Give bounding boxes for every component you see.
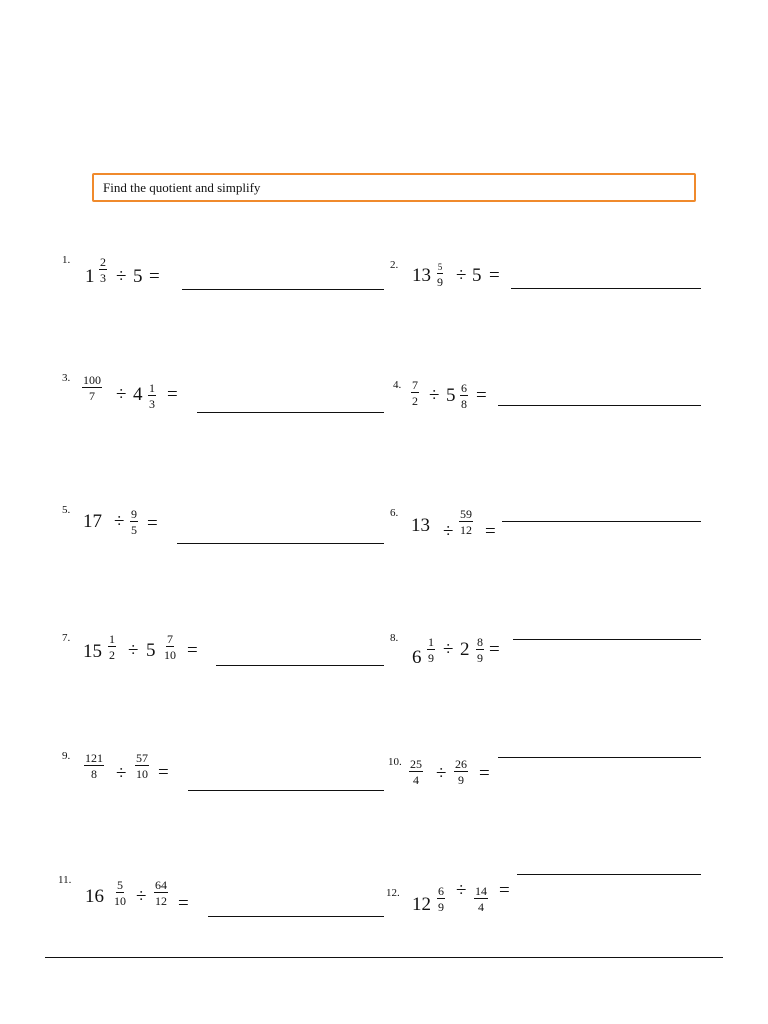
fraction [460, 382, 468, 410]
fraction [411, 379, 419, 407]
instruction-box [92, 173, 696, 202]
whole-number: 1 [85, 266, 95, 287]
denominator: 2 [109, 648, 115, 662]
answer-line[interactable] [498, 405, 701, 406]
divide-sign: ÷ [136, 886, 147, 907]
fraction [154, 879, 168, 907]
numerator: 26 [455, 757, 467, 771]
denominator: 3 [100, 271, 106, 285]
answer-line[interactable] [182, 289, 384, 290]
problem-number: 2. [390, 259, 399, 271]
equals-sign: = [479, 763, 490, 784]
answer-line[interactable] [177, 543, 384, 544]
problem-number: 11. [58, 874, 72, 886]
fraction [99, 256, 107, 284]
whole-number: 15 [83, 641, 102, 662]
whole-number: 13 [412, 265, 431, 286]
numerator: 64 [155, 878, 167, 892]
whole-number: 17 [83, 511, 102, 532]
denominator: 9 [428, 651, 434, 665]
answer-line[interactable] [517, 874, 701, 875]
fraction [436, 263, 444, 288]
problem-number: 12. [386, 887, 400, 899]
numerator: 57 [136, 751, 148, 765]
whole-number: 6 [412, 647, 422, 668]
answer-line[interactable] [188, 790, 384, 791]
numerator: 7 [167, 632, 173, 646]
fraction [130, 508, 138, 536]
equals-sign: = [489, 639, 500, 660]
denominator: 12 [460, 523, 472, 537]
denominator: 10 [136, 767, 148, 781]
fraction [427, 636, 435, 664]
equals-sign: = [187, 640, 198, 661]
fraction [135, 752, 149, 780]
problem-number: 10. [388, 756, 402, 768]
denominator: 3 [149, 397, 155, 411]
whole-number: 5 [446, 385, 456, 406]
problem-number: 3. [62, 372, 71, 384]
fraction [474, 885, 488, 913]
problem-number: 1. [62, 254, 71, 266]
equals-sign: = [499, 880, 510, 901]
numerator: 6 [438, 884, 444, 898]
whole-number: 5 [472, 265, 482, 286]
divide-sign: ÷ [456, 880, 467, 901]
numerator: 1 [428, 635, 434, 649]
numerator: 6 [461, 381, 467, 395]
denominator: 8 [91, 767, 97, 781]
numerator: 5 [437, 262, 443, 272]
fraction [163, 633, 177, 661]
instruction-text: Find the quotient and simplify [103, 180, 261, 195]
denominator: 10 [114, 894, 126, 908]
divide-sign: ÷ [436, 763, 447, 784]
problem-number: 9. [62, 750, 71, 762]
whole-number: 16 [85, 886, 104, 907]
numerator: 5 [117, 878, 123, 892]
divide-sign: ÷ [128, 640, 139, 661]
problem-number: 6. [390, 507, 399, 519]
divide-sign: ÷ [443, 521, 454, 542]
footer-rule [45, 957, 723, 958]
divide-sign: ÷ [429, 385, 440, 406]
fraction [459, 508, 473, 536]
denominator: 9 [437, 275, 443, 289]
numerator: 8 [477, 635, 483, 649]
divide-sign: ÷ [443, 639, 454, 660]
equals-sign: = [147, 513, 158, 534]
answer-line[interactable] [216, 665, 384, 666]
numerator: 1 [149, 381, 155, 395]
numerator: 7 [412, 378, 418, 392]
whole-number: 13 [411, 515, 430, 536]
equals-sign: = [158, 762, 169, 783]
denominator: 9 [477, 651, 483, 665]
denominator: 10 [164, 648, 176, 662]
whole-number: 5 [146, 640, 156, 661]
denominator: 8 [461, 397, 467, 411]
fraction [108, 633, 116, 661]
answer-line[interactable] [502, 521, 701, 522]
divide-sign: ÷ [456, 265, 467, 286]
whole-number: 4 [133, 384, 143, 405]
problem-number: 8. [390, 632, 399, 644]
fraction [84, 752, 104, 780]
fraction [113, 879, 127, 907]
fraction [454, 758, 468, 786]
equals-sign: = [167, 384, 178, 405]
answer-line[interactable] [511, 288, 701, 289]
numerator: 121 [85, 751, 103, 765]
equals-sign: = [178, 893, 189, 914]
fraction [148, 382, 156, 410]
numerator: 25 [410, 757, 422, 771]
numerator: 2 [100, 255, 106, 269]
numerator: 9 [131, 507, 137, 521]
divide-sign: ÷ [116, 384, 127, 405]
whole-number: 12 [412, 894, 431, 915]
denominator: 12 [155, 894, 167, 908]
fraction [82, 374, 102, 402]
fraction [437, 885, 445, 913]
problem-number: 7. [62, 632, 71, 644]
whole-number: 5 [133, 266, 143, 287]
divide-sign: ÷ [116, 266, 127, 287]
denominator: 2 [412, 394, 418, 408]
answer-line[interactable] [208, 916, 384, 917]
problem-number: 5. [62, 504, 71, 516]
denominator: 5 [131, 523, 137, 537]
problem-number: 4. [393, 379, 402, 391]
whole-number: 2 [460, 639, 470, 660]
numerator: 14 [475, 884, 487, 898]
fraction [409, 758, 423, 786]
answer-line[interactable] [498, 757, 701, 758]
answer-line[interactable] [513, 639, 701, 640]
divide-sign: ÷ [116, 763, 127, 784]
denominator: 9 [438, 900, 444, 914]
equals-sign: = [149, 266, 160, 287]
answer-line[interactable] [197, 412, 384, 413]
denominator: 7 [89, 389, 95, 403]
denominator: 9 [458, 773, 464, 787]
numerator: 59 [460, 507, 472, 521]
denominator: 4 [478, 900, 484, 914]
equals-sign: = [476, 385, 487, 406]
divide-sign: ÷ [114, 511, 125, 532]
numerator: 100 [83, 373, 101, 387]
denominator: 4 [413, 773, 419, 787]
equals-sign: = [489, 265, 500, 286]
equals-sign: = [485, 521, 496, 542]
numerator: 1 [109, 632, 115, 646]
fraction [476, 636, 484, 664]
